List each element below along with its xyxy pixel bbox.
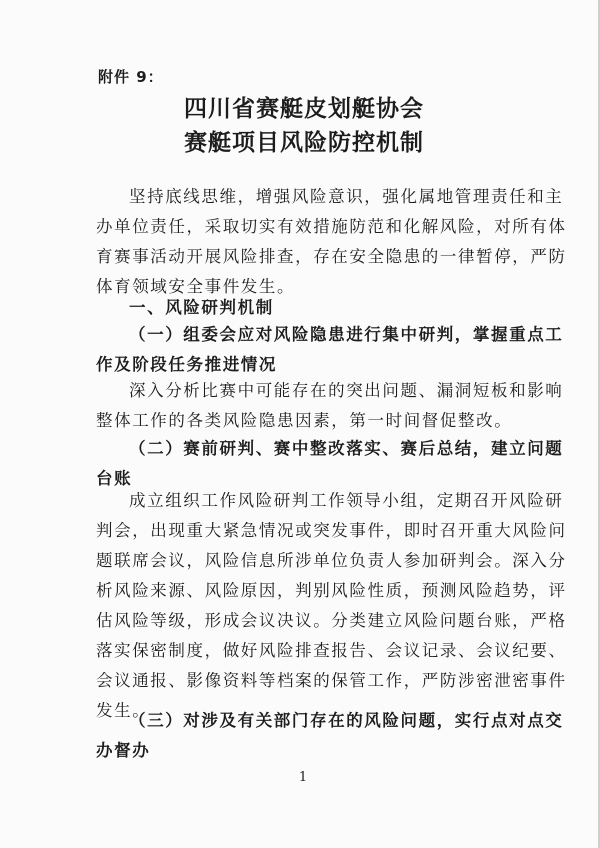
page-number: 1: [298, 770, 308, 785]
item-title-line: （三）对涉及有关部门存在的风险问题，实行点对点交: [129, 711, 564, 730]
item-body-line: 发生。: [96, 701, 151, 720]
item-title-line: （一）组委会应对风险隐患进行集中研判，掌握重点工: [129, 325, 564, 344]
item-body-line: 深入分析比赛中可能存在的突出问题、漏洞短板和影响: [129, 381, 564, 400]
section-heading-text: 一、风险研判机制: [129, 298, 274, 317]
intro-line: 办单位责任，采取切实有效措施防范和化解风险，对所有体: [96, 217, 567, 236]
item-title-line: 台账: [96, 469, 133, 488]
item-2-title: [96, 434, 564, 494]
item-1-title: [96, 320, 564, 380]
item-body-line: 会议通报、影像资料等档案的保管工作，严防涉密泄密事件: [96, 671, 567, 690]
item-title-line: 办督办: [96, 741, 151, 760]
item-body-line: 落实保密制度，做好风险排查报告、会议记录、会议纪要、: [96, 641, 567, 660]
item-2-body: [96, 486, 567, 726]
section-heading: [96, 293, 516, 323]
item-title-line: 作及阶段任务推进情况: [96, 355, 277, 374]
item-body-line: 判会，出现重大紧急情况或突发事件，即时召开重大风险问: [96, 521, 567, 540]
intro-line: 育赛事活动开展风险排查，存在安全隐患的一律暂停，严防: [96, 247, 567, 266]
item-3-title: [96, 706, 564, 766]
item-body-line: 题联席会议，风险信息所涉单位负责人参加研判会。深入分: [96, 551, 567, 570]
intro-line: 体育领域安全事件发生。: [96, 277, 296, 296]
attachment-label: 附件 9：: [98, 68, 164, 86]
item-body-line: 估风险等级，形成会议决议。分类建立风险问题台账，严格: [96, 611, 567, 630]
item-body-line: 析风险来源、风险原因，判别风险性质，预测风险趋势，评: [96, 581, 567, 600]
intro-paragraph: [96, 182, 567, 302]
intro-line: 坚持底线思维，增强风险意识，强化属地管理责任和主: [129, 187, 564, 206]
item-body-line: 整体工作的各类风险隐患因素，第一时间督促整改。: [96, 411, 513, 430]
item-1-body: [96, 376, 564, 436]
document-title-line-1: 四川省赛艇皮划艇协会: [184, 95, 424, 122]
item-title-line: （二）赛前研判、赛中整改落实、赛后总结，建立问题: [129, 439, 564, 458]
item-body-line: 成立组织工作风险研判工作领导小组，定期召开风险研: [129, 491, 564, 510]
document-title-line-2: 赛艇项目风险防控机制: [184, 129, 424, 156]
